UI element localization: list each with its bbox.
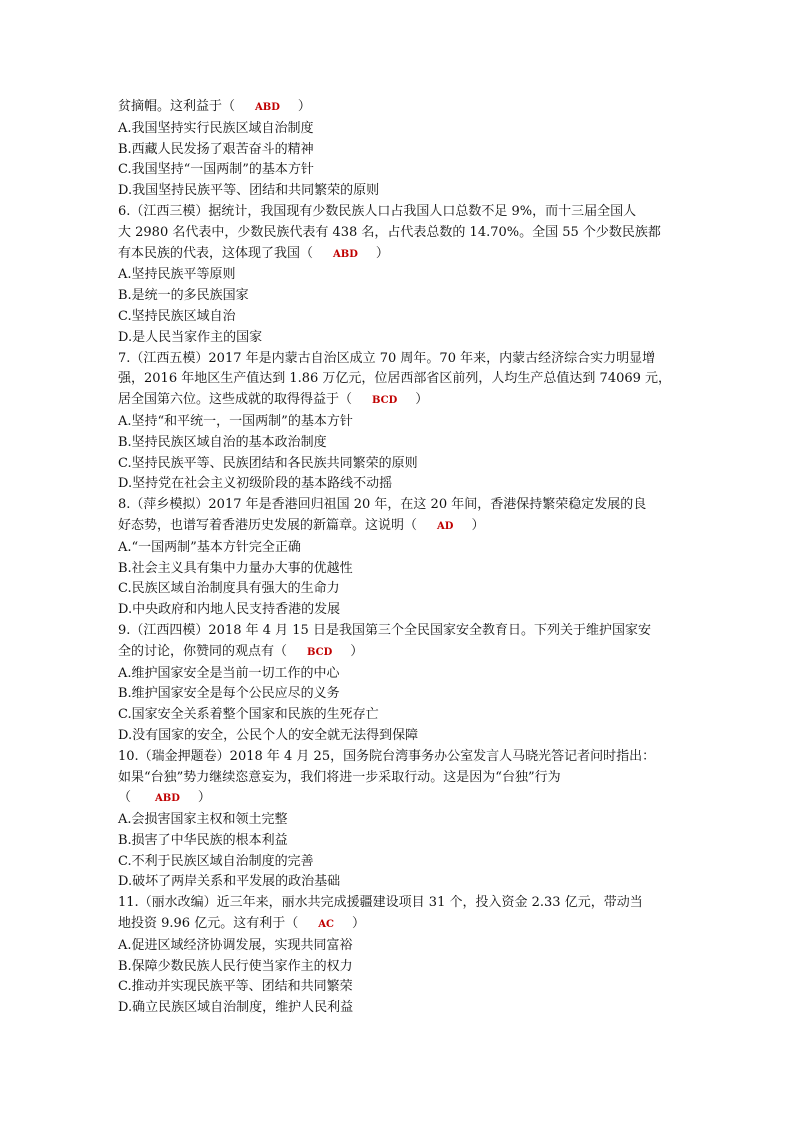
question-text: 有本民族的代表，这体现了我国（ bbox=[118, 245, 314, 261]
option-b: B.损害了中华民族的根本利益 bbox=[118, 832, 288, 848]
close-paren: ） bbox=[197, 790, 211, 806]
answer-key: ABD bbox=[255, 102, 280, 113]
option-b: B.保障少数民族人民行使当家作主的权力 bbox=[118, 958, 353, 974]
option-c: C.我国坚持“一国两制”的基本方针 bbox=[118, 162, 314, 178]
option-d: D.没有国家的安全，公民个人的安全就无法得到保障 bbox=[118, 727, 419, 743]
option-c: C.不利于民族区域自治制度的完善 bbox=[118, 853, 314, 869]
question-text: 全的讨论，你赞同的观点有（ bbox=[118, 643, 288, 659]
option-b: B.坚持民族区域自治的基本政治制度 bbox=[118, 434, 327, 450]
question-8-stem-line-2 bbox=[118, 516, 678, 538]
answer-key: BCD bbox=[372, 395, 398, 407]
option-c: C.坚持民族区域自治 bbox=[118, 308, 236, 324]
question-7-stem-line-1: 7.（江西五模）2017 年是内蒙古自治区成立 70 周年。70 年来，内蒙古经济综合实力明显增 bbox=[118, 350, 656, 366]
question-6-stem-line-1: 6.（江西三模）据统计，我国现有少数民族人口占我国人口总数不足 9%，而十三届全国人 bbox=[118, 203, 637, 219]
answer-key: BCD bbox=[307, 646, 333, 658]
question-7-stem-line-3 bbox=[118, 390, 678, 412]
option-a: A.促进区域经济协调发展，实现共同富裕 bbox=[118, 937, 353, 953]
question-6-stem-line-3 bbox=[118, 244, 678, 266]
option-d: D.坚持党在社会主义初级阶段的基本路线不动摇 bbox=[118, 476, 393, 492]
option-b: B.西藏人民发扬了艰苦奋斗的精神 bbox=[118, 141, 314, 157]
question-text: 居全国第六位。这些成就的取得得益于（ bbox=[118, 392, 353, 408]
question-8-stem-line-1: 8.（萍乡模拟）2017 年是香港回归祖国 20 年，在这 20 年间，香港保持繁荣稳定发展的良 bbox=[118, 497, 647, 513]
option-a: A.坚持民族平等原则 bbox=[118, 267, 236, 283]
option-a: A.我国坚持实行民族区域自治制度 bbox=[118, 120, 314, 136]
option-a: A.“一国两制”基本方针完全正确 bbox=[118, 539, 301, 555]
question-6-stem-line-2: 大 2980 名代表中，少数民族代表有 438 名，占代表总数的 14.70%。全国 55 个少数民族都 bbox=[118, 224, 661, 240]
question-10-stem-line-1: 10.（瑞金押题卷）2018 年 4 月 25，国务院台湾事务办公室发言人马晓光答记者问时指出： bbox=[118, 748, 656, 764]
option-d: D.破坏了两岸关系和平发展的政治基础 bbox=[118, 874, 341, 890]
question-10-stem-line-3 bbox=[118, 788, 678, 810]
option-a: A.维护国家安全是当前一切工作的中心 bbox=[118, 665, 340, 681]
question-5-stem bbox=[118, 97, 678, 119]
option-c: C.推动并实现民族平等、团结和共同繁荣 bbox=[118, 979, 353, 995]
answer-key: ABD bbox=[333, 248, 358, 260]
option-d: D.确立民族区域自治制度，维护人民利益 bbox=[118, 1000, 354, 1016]
close-paren: ） bbox=[350, 643, 364, 659]
option-a: A.会损害国家主权和领土完整 bbox=[118, 812, 288, 828]
question-10-stem-line-2: 如果“台独”势力继续恣意妄为，我们将进一步采取行动。这是因为“台独”行为 bbox=[118, 769, 561, 785]
option-b: B.维护国家安全是每个公民应尽的义务 bbox=[118, 686, 340, 702]
option-c: C.国家安全关系着整个国家和民族的生死存亡 bbox=[118, 707, 379, 723]
answer-key: ABD bbox=[155, 793, 180, 805]
option-d: D.我国坚持民族平等、团结和共同繁荣的原则 bbox=[118, 183, 380, 199]
question-11-stem-line-2 bbox=[118, 914, 678, 936]
close-paren: ） bbox=[351, 916, 365, 932]
answer-key: AD bbox=[437, 520, 454, 532]
option-c: C.坚持民族平等、民族团结和各民族共同繁荣的原则 bbox=[118, 455, 418, 471]
question-7-stem-line-2: 强，2016 年地区生产值达到 1.86 万亿元，位居西部省区前列，人均生产总值达到 74069 元， bbox=[118, 371, 672, 387]
question-11-stem-line-1: 11.（丽水改编）近三年来，丽水共完成援疆建设项目 31 个，投入资金 2.33 亿元，带动当 bbox=[118, 895, 643, 911]
open-paren: （ bbox=[118, 790, 132, 806]
question-text: 好态势，也谱写着香港历史发展的新篇章。这说明（ bbox=[118, 517, 418, 533]
option-c: C.民族区域自治制度具有强大的生命力 bbox=[118, 581, 340, 597]
close-paren: ） bbox=[375, 245, 389, 261]
question-text: 贫摘帽。这利益于（ bbox=[118, 99, 236, 114]
question-text: 地投资 9.96 亿元。这有利于（ bbox=[118, 916, 299, 932]
option-d: D.中央政府和内地人民支持香港的发展 bbox=[118, 602, 341, 618]
option-b: B.是统一的多民族国家 bbox=[118, 288, 249, 304]
close-paren: ） bbox=[297, 99, 311, 114]
option-d: D.是人民当家作主的国家 bbox=[118, 329, 263, 345]
question-9-stem-line-1: 9.（江西四模）2018 年 4 月 15 日是我国第三个全民国家安全教育日。下列关于维护国家安 bbox=[118, 622, 651, 638]
option-b: B.社会主义具有集中力量办大事的优越性 bbox=[118, 560, 353, 576]
option-a: A.坚持“和平统一，一国两制”的基本方针 bbox=[118, 413, 353, 429]
document-page bbox=[118, 97, 678, 1019]
question-9-stem-line-2 bbox=[118, 642, 678, 664]
close-paren: ） bbox=[471, 517, 485, 533]
close-paren: ） bbox=[415, 392, 429, 408]
answer-key: AC bbox=[318, 919, 334, 931]
